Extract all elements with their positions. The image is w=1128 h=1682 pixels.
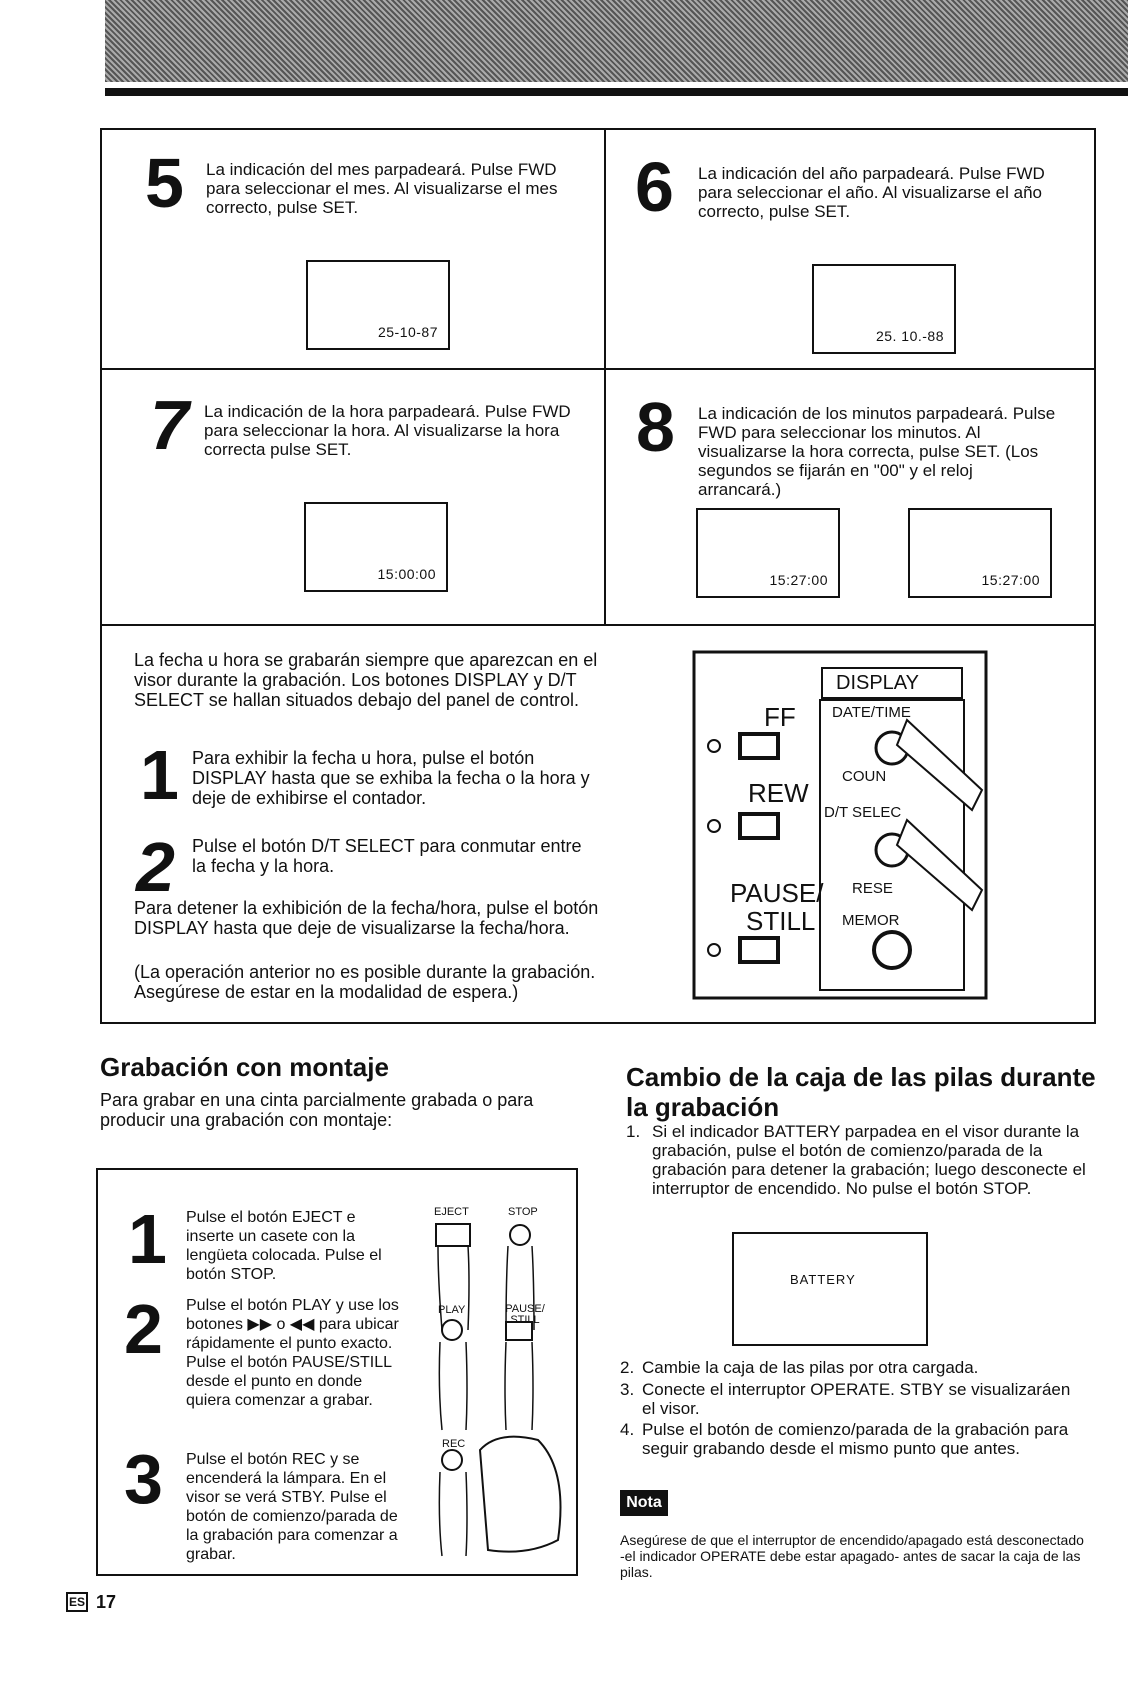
battery-viewfinder — [732, 1232, 928, 1346]
list-item — [620, 1380, 1086, 1418]
viewfinder-text: 15:00:00 — [377, 566, 436, 582]
control-panel-illustration — [692, 650, 988, 1000]
display-button-label: DISPLAY — [836, 672, 919, 694]
rec-label: REC — [442, 1438, 466, 1450]
nota-badge — [620, 1490, 668, 1516]
step-number: 3 — [124, 1440, 163, 1518]
list-number: 4. — [620, 1420, 635, 1439]
list-number: 3. — [620, 1380, 635, 1399]
list-text: Si el indicador BATTERY parpadea en el visor durante la grabación, pulse el botón de comienzo/parada de la grabación para detener la grabación; luego desconecte el interruptor de encendido. No pulse el botón STOP. — [652, 1122, 1086, 1198]
memory-label: MEMOR — [842, 912, 900, 929]
step-number: 5 — [145, 144, 184, 222]
section-title: Cambio de la caja de las pilas durante la grabación — [626, 1062, 1096, 1122]
page-number: 17 — [96, 1592, 117, 1612]
step-number: 2 — [136, 828, 175, 906]
rew-label: REW — [748, 778, 809, 808]
pause-still-label: PAUSE/ STILL — [505, 1303, 545, 1326]
step-text: Para exhibir la fecha u hora, pulse el botón DISPLAY hasta que se exhiba la fecha o la hora y deje de exhibirse el contador. — [192, 748, 590, 808]
montaje-box — [96, 1168, 578, 1576]
viewfinder-display — [908, 508, 1052, 598]
viewfinder-text: 25-10-87 — [377, 324, 438, 340]
step-text: La indicación del año parpadeará. Pulse FWD para seleccionar el año. Al visualizarse el año correcto, pulse SET. — [698, 164, 1045, 221]
still-label: STILL — [746, 906, 816, 936]
step-text: La indicación de los minutos parpadeará. Pulse FWD para seleccionar los minutos. Al visualizarse la hora correcta, pulse SET. (Los segundos se fijarán en "00" y el reloj arrancará.) — [698, 404, 1056, 499]
viewfinder-display — [304, 502, 448, 592]
list-text: Pulse el botón de comienzo/parada de la grabación para seguir grabando desde el mismo punto que antes. — [642, 1420, 1069, 1458]
ff-label: FF — [764, 702, 796, 732]
nota-label: Nota — [626, 1494, 662, 1511]
list-text: Conecte el interruptor OPERATE. STBY se visualizaráen el visor. — [642, 1380, 1071, 1418]
finger-buttons-drawing — [418, 1220, 568, 1560]
viewfinder-text: 15:27:00 — [981, 572, 1040, 588]
datetime-intro: La fecha u hora se grabarán siempre que aparezcan en el visor durante la grabación. Los botones DISPLAY y D/T SELECT se hallan situados debajo del panel de control. — [134, 650, 598, 710]
section-title: Grabación con montaje — [100, 1052, 389, 1082]
step-number: 1 — [128, 1200, 167, 1278]
list-number: 1. — [626, 1122, 641, 1141]
header-band — [105, 0, 1128, 82]
dt-select-label: D/T SELEC — [824, 804, 902, 821]
operation-note: (La operación anterior no es posible durante la grabación. Asegúrese de estar en la modalidad de espera.) — [134, 962, 596, 1002]
eject-label: EJECT — [434, 1206, 469, 1218]
stop-label: STOP — [508, 1206, 538, 1218]
control-panel-drawing — [692, 650, 988, 1000]
step-text: La indicación del mes parpadeará. Pulse FWD para seleccionar el mes. Al visualizarse el mes correcto, pulse SET. — [206, 160, 558, 217]
header-rule — [105, 88, 1128, 96]
pause-label: PAUSE/ — [730, 878, 824, 908]
play-label: PLAY — [438, 1304, 466, 1316]
section-intro: Para grabar en una cinta parcialmente grabada o para producir una grabación con montaje: — [100, 1090, 534, 1130]
step-text: Pulse el botón PLAY y use los botones ▶▶ o ◀◀ para ubicar rápidamente el punto exacto. Pulse el botón PAUSE/STILL desde el punto en donde quiera comenzar a grabar. — [186, 1297, 399, 1409]
nota-text: Asegúrese de que el interruptor de encendido/apagado está desconectado -el indicador OPERATE debe estar apagado- antes de sacar la caja de las pilas. — [620, 1532, 1084, 1580]
viewfinder-display — [696, 508, 840, 598]
viewfinder-display — [812, 264, 956, 354]
step-number: 8 — [636, 388, 675, 466]
list-number: 2. — [620, 1358, 635, 1377]
grid-divider-h1 — [102, 368, 1094, 370]
viewfinder-text: 25. 10.-88 — [875, 328, 944, 344]
step-text: Pulse el botón REC y se encenderá la lámpara. En el visor se verá STBY. Pulse el botón de comienzo/parada de la grabación para comenzar a grabar. — [186, 1451, 398, 1563]
list-item — [626, 1122, 1086, 1198]
viewfinder-text: 15:27:00 — [769, 572, 828, 588]
viewfinder-display — [306, 260, 450, 350]
step-number: 6 — [635, 148, 674, 226]
reset-label: RESE — [852, 880, 893, 897]
counter-label: COUN — [842, 768, 887, 785]
grid-divider-v — [604, 130, 606, 626]
step-text: Pulse el botón EJECT e inserte un casete con la lengüeta colocada. Pulse el botón STOP. — [186, 1209, 382, 1283]
step-text: La indicación de la hora parpadeará. Pulse FWD para seleccionar la hora. Al visualizarse la hora correcta pulse SET. — [204, 402, 571, 459]
list-text: Cambie la caja de las pilas por otra cargada. — [642, 1358, 979, 1377]
datetime-label: DATE/TIME — [832, 704, 911, 721]
step-text: Pulse el botón D/T SELECT para conmutar entre la fecha y la hora. — [192, 836, 582, 876]
grid-divider-h2 — [102, 624, 1094, 626]
step-number: 1 — [140, 736, 179, 814]
stop-display-text: Para detener la exhibición de la fecha/hora, pulse el botón DISPLAY hasta que deje de visualizarse la fecha/hora. — [134, 898, 599, 938]
language-badge-text: ES — [68, 1595, 85, 1609]
step-number: 7 — [150, 386, 189, 464]
battery-indicator: BATTERY — [790, 1272, 856, 1287]
step-number: 2 — [124, 1290, 163, 1368]
language-badge — [66, 1592, 88, 1612]
list-item — [620, 1358, 1086, 1377]
list-item — [620, 1420, 1086, 1458]
